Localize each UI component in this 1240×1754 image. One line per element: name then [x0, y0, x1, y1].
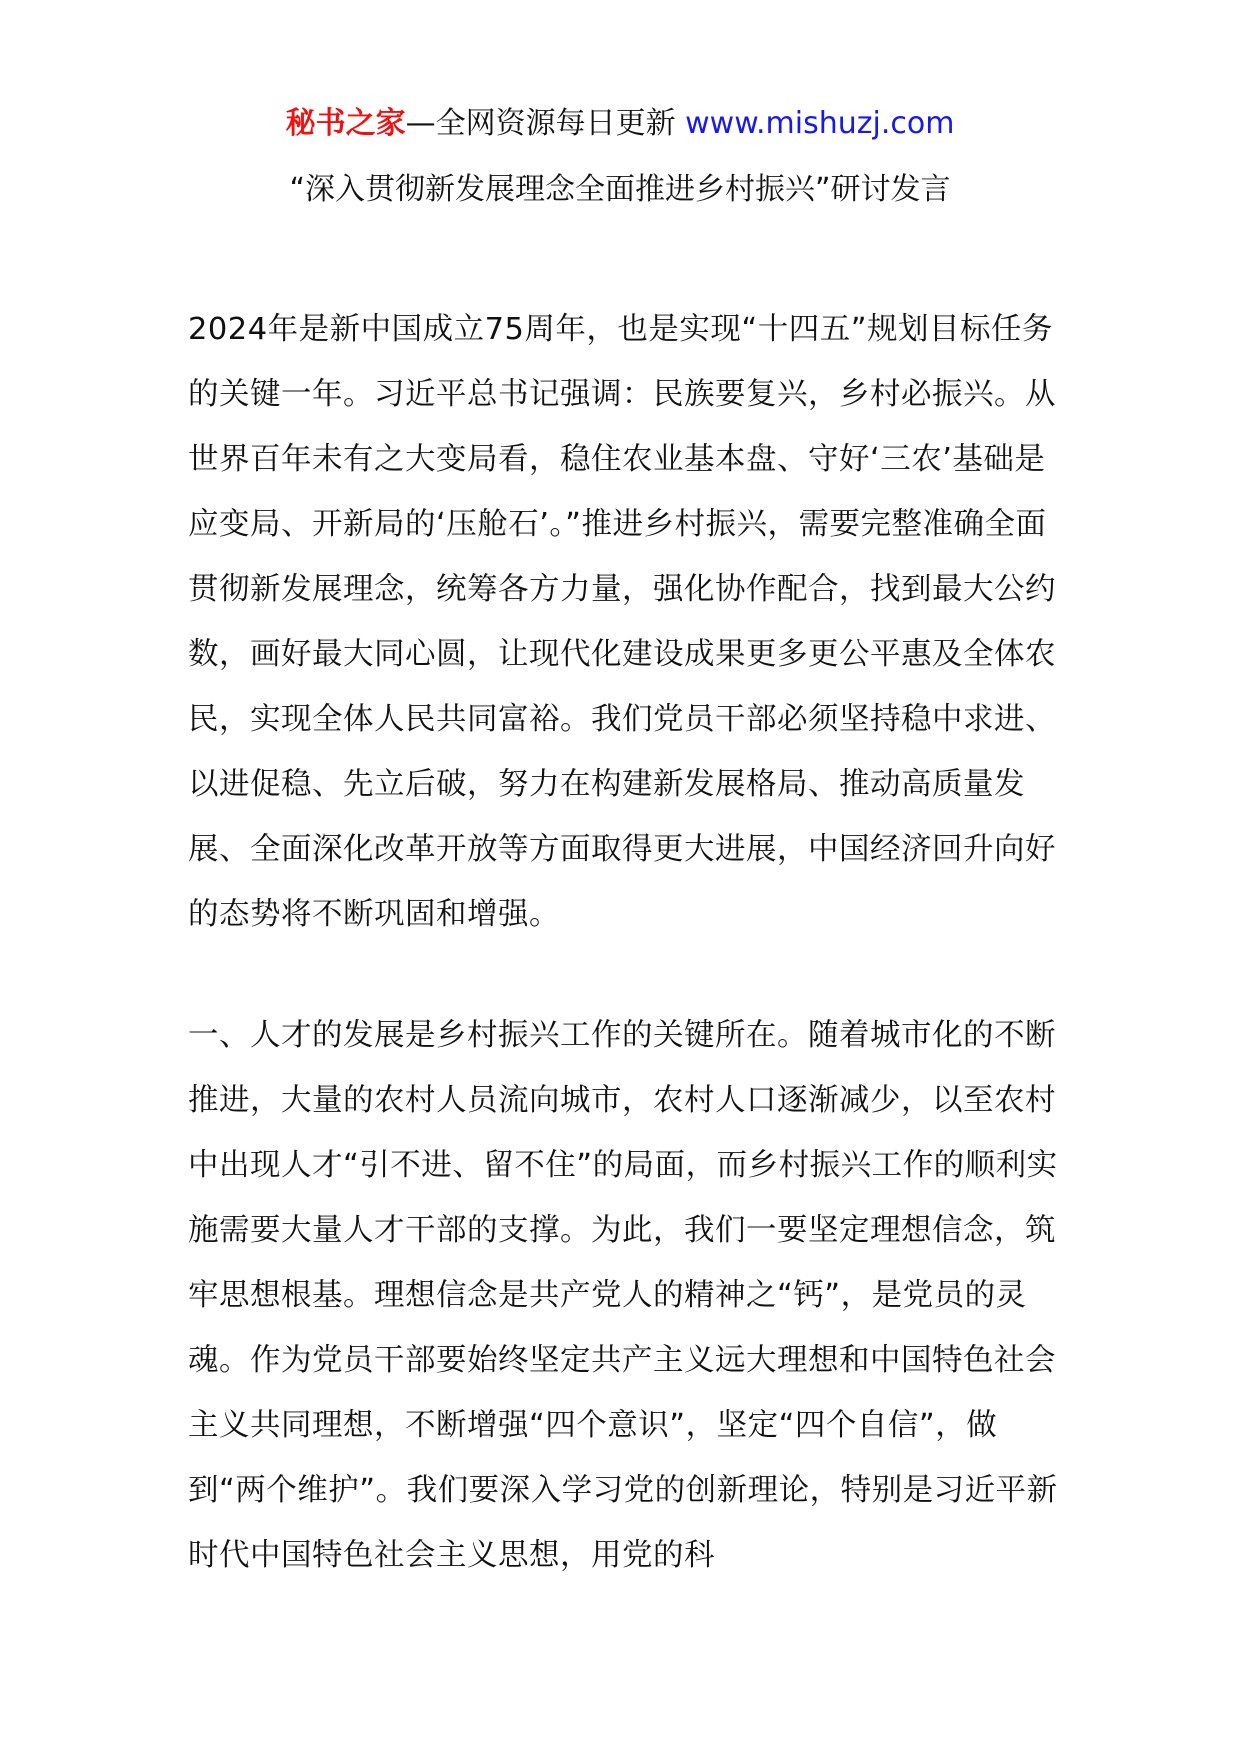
site-header — [0, 104, 1240, 144]
document-title: “深入贯彻新发展理念全面推进乡村振兴”研讨发言 — [289, 172, 951, 207]
brand-name: 秘书之家 — [285, 106, 406, 141]
paragraph-intro: 2024年是新中国成立75周年，也是实现“十四五”规划目标任务的关键一年。习近平总书记强调：民族要复兴，乡村必振兴。从世界百年未有之大变局看，稳住农业基本盘、守好‘三农’基础是应变局、开新局的‘压舱石’。”推进乡村振兴，需要完整准确全面贯彻新发展理念，统筹各方力量，强化协作配合，找到最大公约数，画好最大同心圆，让现代化建设成果更多更公平惠及全体农民，实现全体人民共同富裕。我们党员干部必须坚持稳中求进、以进促稳、先立后破，努力在构建新发展格局、推动高质量发展、全面深化改革开放等方面取得更大进展，中国经济回升向好的态势将不断巩固和增强。 — [188, 312, 1056, 932]
site-url-link[interactable]: www.mishuzj.com — [685, 106, 955, 141]
site-tagline: —全网资源每日更新 — [405, 106, 686, 141]
paragraph-section-one: 一、人才的发展是乡村振兴工作的关键所在。随着城市化的不断推进，大量的农村人员流向城市，农村人口逐渐减少，以至农村中出现人才“引不进、留不住”的局面，而乡村振兴工作的顺利实施需要大量人才干部的支撑。为此，我们一要坚定理想信念，筑牢思想根基。理想信念是共产党人的精神之“钙”，是党员的灵魂。作为党员干部要始终坚定共产主义远大理想和中国特色社会主义共同理想，不断增强“四个意识”，坚定“四个自信”，做到“两个维护”。我们要深入学习党的创新理论，特别是习近平新时代中国特色社会主义思想，用党的科 — [188, 1018, 1058, 1573]
